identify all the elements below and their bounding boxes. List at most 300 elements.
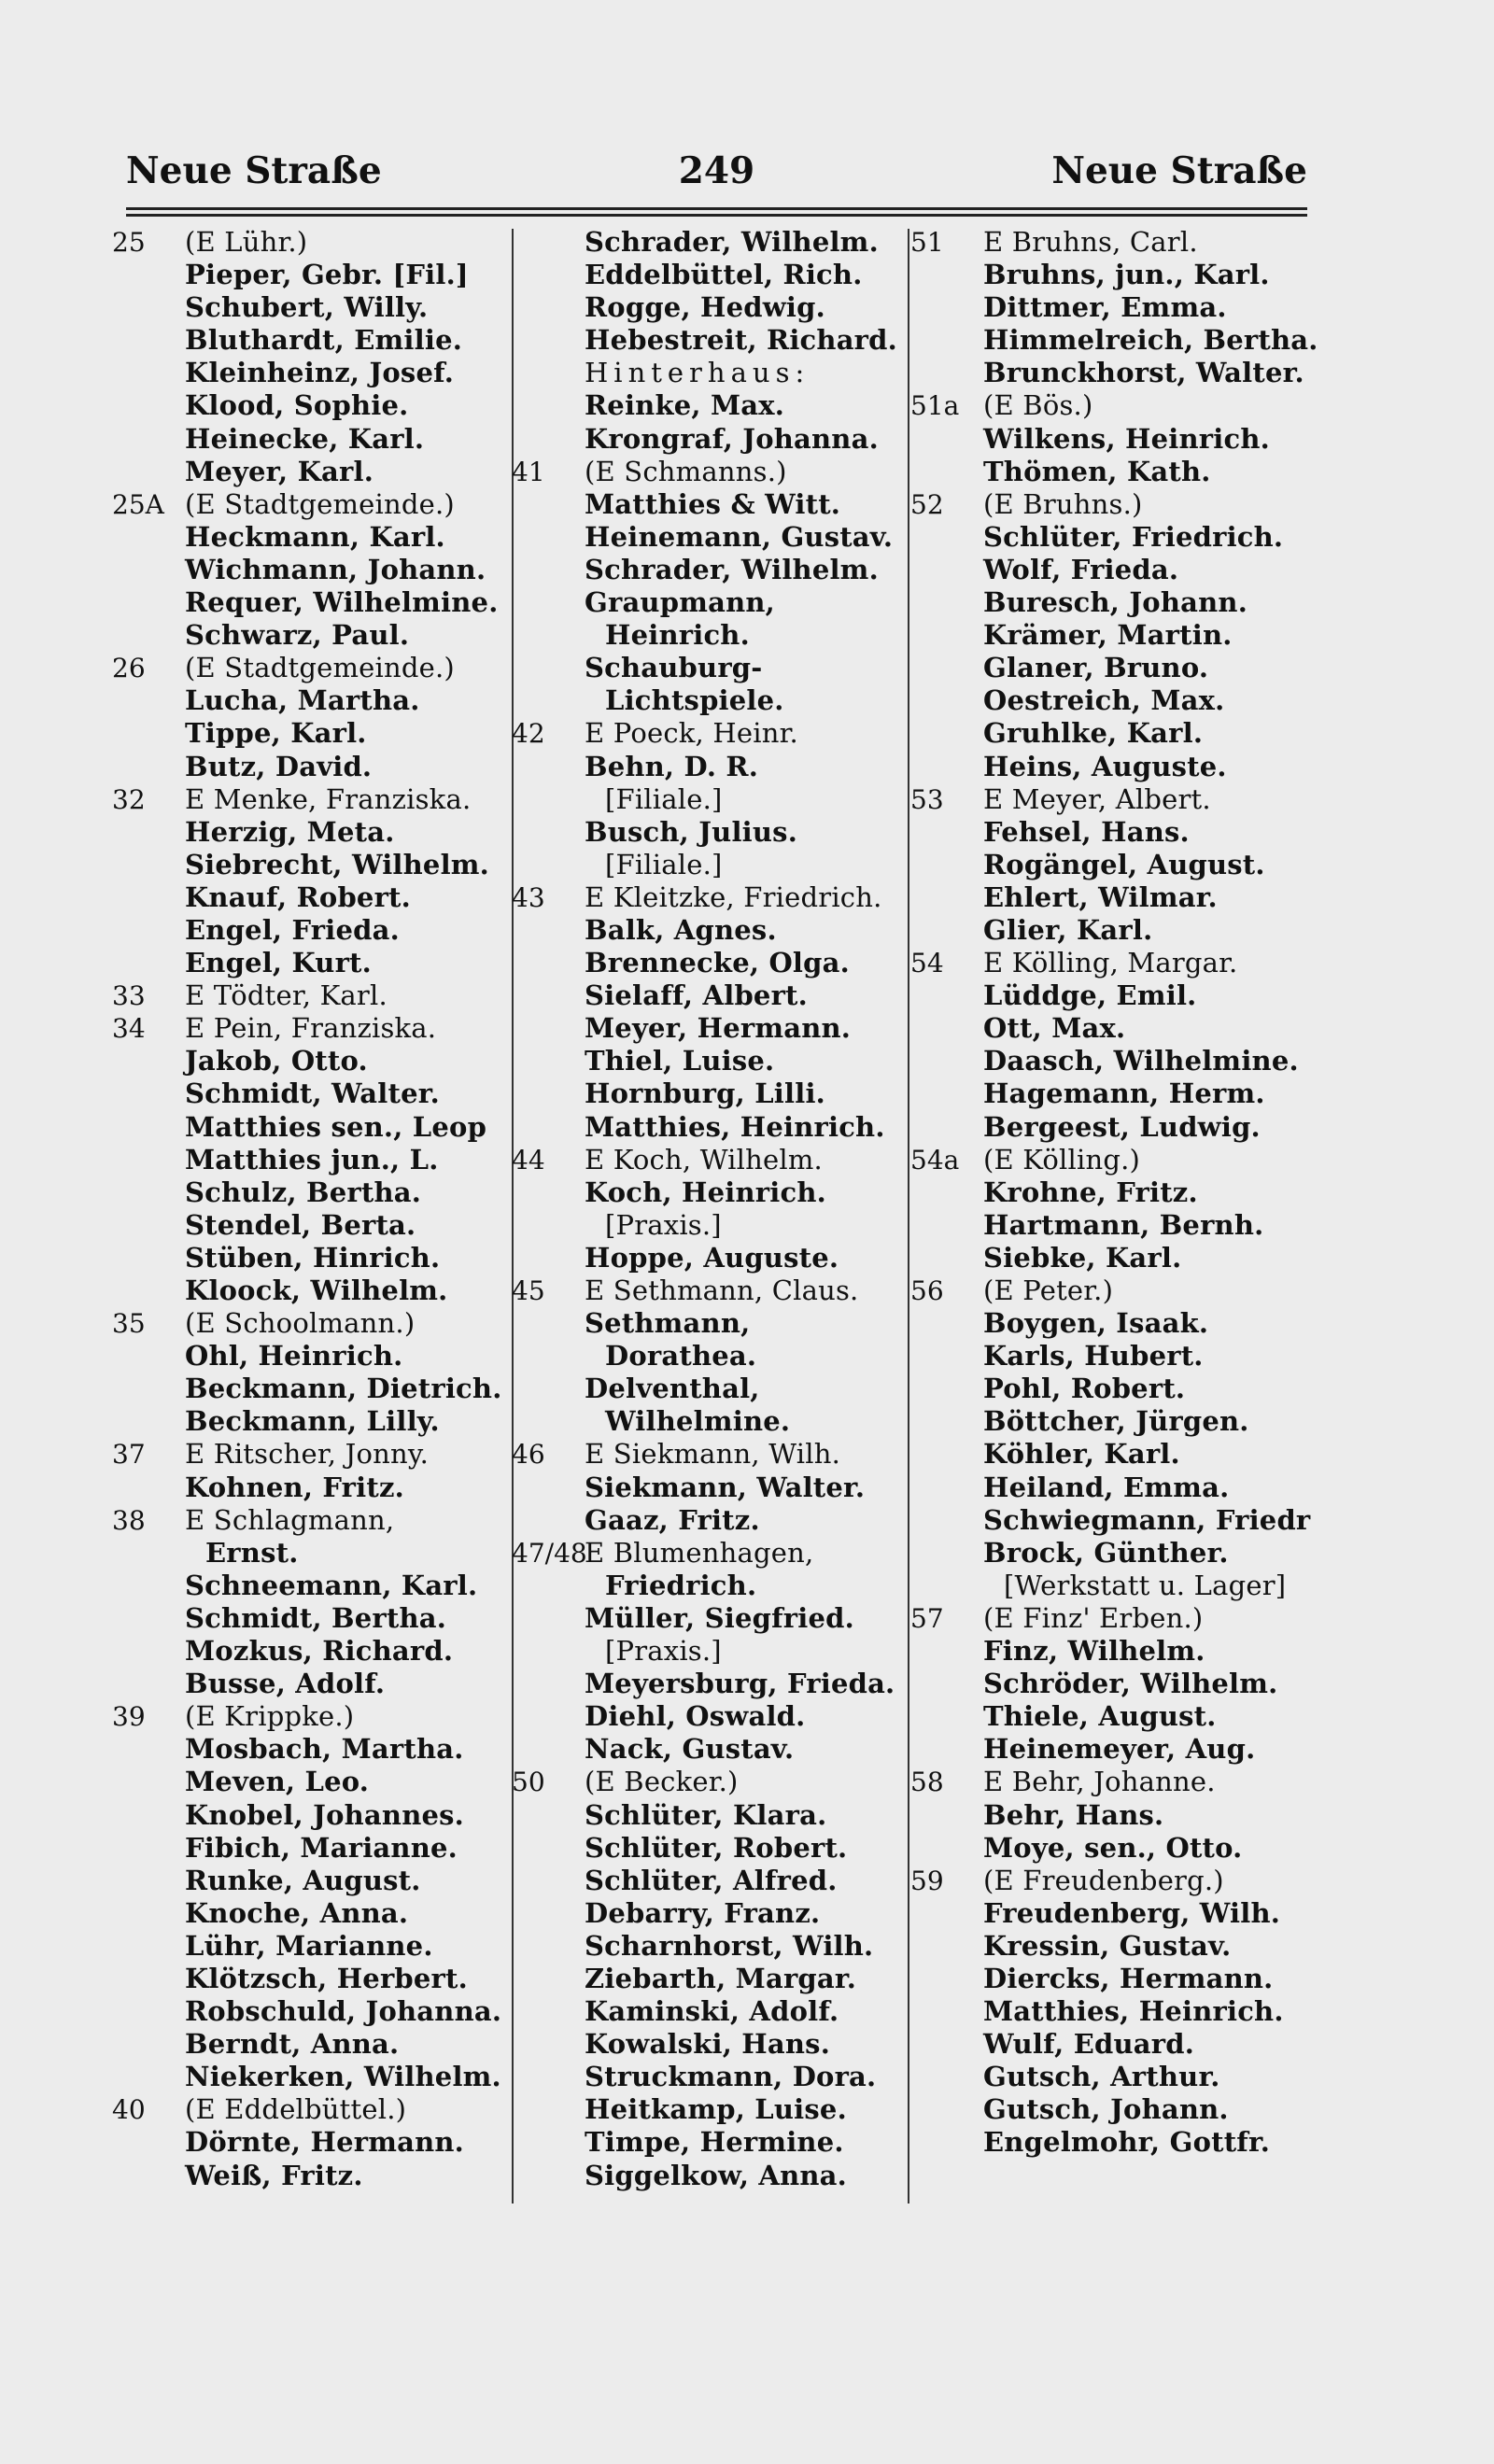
directory-entry	[112, 521, 514, 554]
resident-name: Behr, Hans.	[983, 1798, 1164, 1831]
resident-name: (E Bös.)	[983, 389, 1093, 422]
directory-entry	[910, 1471, 1312, 1504]
directory-entry	[910, 2061, 1312, 2093]
directory-entry	[512, 1438, 904, 1471]
directory-entry	[112, 1930, 514, 1963]
directory-entry	[512, 979, 904, 1012]
directory-entry	[910, 1766, 1312, 1798]
resident-name: Schlüter, Robert.	[585, 1831, 848, 1864]
resident-name: Sielaff, Albert.	[585, 979, 808, 1012]
directory-entry	[112, 1897, 514, 1930]
header-rule-bottom	[126, 214, 1307, 217]
directory-entry	[910, 1077, 1312, 1110]
resident-name: Klood, Sophie.	[185, 389, 409, 422]
resident-name: Butz, David.	[185, 750, 373, 782]
resident-name: (E Krippke.)	[185, 1700, 355, 1733]
resident-name: Schwarz, Paul.	[185, 619, 410, 652]
resident-name: Lichtspiele.	[605, 684, 784, 717]
house-number: 35	[112, 1308, 146, 1340]
resident-name: (E Eddelbüttel.)	[185, 2093, 407, 2126]
column-divider-2	[908, 229, 909, 2204]
resident-name: Himmelreich, Bertha.	[983, 324, 1318, 357]
directory-entry	[112, 1111, 514, 1144]
resident-name: Glier, Karl.	[983, 913, 1153, 946]
directory-entry	[910, 652, 1312, 684]
directory-entry	[112, 1635, 514, 1668]
directory-entry	[910, 619, 1312, 652]
directory-entry	[512, 914, 904, 947]
resident-name: Heiland, Emma.	[983, 1471, 1230, 1503]
directory-entry	[112, 1209, 514, 1242]
house-number: 54	[910, 948, 944, 979]
directory-entry	[112, 2028, 514, 2061]
directory-entry	[512, 1766, 904, 1798]
directory-entry	[112, 1799, 514, 1832]
directory-entry	[112, 1077, 514, 1110]
resident-name: Siebke, Karl.	[983, 1241, 1182, 1274]
house-number: 52	[910, 488, 944, 520]
resident-name: Friedrich.	[605, 1569, 757, 1601]
resident-name: Hagemann, Herm.	[983, 1077, 1265, 1110]
directory-entry	[512, 947, 904, 979]
directory-entry	[910, 1733, 1312, 1766]
resident-name: Matthies & Witt.	[585, 487, 841, 520]
house-number: 56	[910, 1275, 944, 1306]
resident-name: Stendel, Berta.	[185, 1208, 416, 1241]
resident-name: Freudenberg, Wilh.	[983, 1896, 1281, 1929]
resident-name: (E Stadtgemeinde.)	[185, 487, 455, 520]
resident-name: Requer, Wilhelmine.	[185, 586, 499, 619]
directory-entry	[512, 1799, 904, 1832]
header-street-right: Neue Straße	[1051, 149, 1307, 192]
directory-entry	[512, 751, 904, 783]
page-header	[126, 149, 1307, 192]
directory-entry	[910, 751, 1312, 783]
directory-entry	[512, 1373, 904, 1405]
resident-name: Ziebarth, Margar.	[585, 1962, 857, 1994]
resident-name: E Pein, Franziska.	[185, 1012, 437, 1045]
directory-entry	[512, 1045, 904, 1077]
resident-name: E Poeck, Heinr.	[585, 717, 798, 750]
resident-name: Gaaz, Fritz.	[585, 1503, 760, 1536]
resident-name: Krongraf, Johanna.	[585, 422, 879, 455]
directory-entry	[512, 1077, 904, 1110]
resident-name: Mozkus, Richard.	[185, 1635, 454, 1668]
resident-name: E Siekmann, Wilh.	[585, 1438, 840, 1471]
directory-entry	[512, 521, 904, 554]
resident-name: E Ritscher, Jonny.	[185, 1438, 430, 1471]
resident-name: Mosbach, Martha.	[185, 1733, 464, 1766]
resident-name: Thiele, August.	[983, 1700, 1217, 1733]
directory-entry	[910, 1897, 1312, 1930]
directory-entry	[512, 1963, 904, 1995]
directory-entry	[910, 1799, 1312, 1832]
directory-entry	[512, 619, 904, 652]
resident-name: Diercks, Hermann.	[983, 1962, 1274, 1994]
house-number: 46	[512, 1439, 545, 1471]
resident-name: Engelmohr, Gottfr.	[983, 2126, 1271, 2159]
directory-entry	[910, 1537, 1312, 1570]
resident-name: Runke, August.	[185, 1864, 421, 1896]
directory-entry	[910, 1504, 1312, 1537]
directory-entry	[910, 1144, 1312, 1176]
resident-name: Reinke, Max.	[585, 389, 785, 422]
directory-entry	[512, 1995, 904, 2028]
directory-entry	[910, 1602, 1312, 1635]
directory-entry	[512, 2093, 904, 2126]
resident-name: Brennecke, Olga.	[585, 947, 850, 979]
resident-name: Gutsch, Johann.	[983, 2093, 1229, 2126]
directory-entry	[512, 2160, 904, 2192]
directory-entry	[910, 1832, 1312, 1865]
directory-entry	[112, 1865, 514, 1897]
resident-name: Schmidt, Walter.	[185, 1077, 440, 1110]
resident-name: Knobel, Johannes.	[185, 1798, 464, 1831]
directory-entry	[112, 914, 514, 947]
house-number: 25	[112, 227, 146, 258]
resident-name: Wolf, Frieda.	[983, 553, 1179, 585]
directory-entry	[910, 1045, 1312, 1077]
resident-name: Sethmann,	[585, 1307, 751, 1340]
resident-name: Berndt, Anna.	[185, 2028, 400, 2061]
resident-name: Heinecke, Karl.	[185, 422, 425, 455]
directory-entry	[112, 684, 514, 717]
resident-name: Lühr, Marianne.	[185, 1929, 433, 1962]
directory-entry	[512, 816, 904, 849]
resident-name: Dörnte, Hermann.	[185, 2126, 464, 2159]
directory-entry	[112, 226, 514, 259]
directory-entry	[112, 1176, 514, 1209]
directory-entry	[512, 1865, 904, 1897]
directory-entry	[512, 1242, 904, 1274]
resident-name: E Schlagmann,	[185, 1503, 395, 1536]
resident-name: Busch, Julius.	[585, 815, 798, 848]
directory-entry	[512, 1176, 904, 1209]
resident-name: Schrader, Wilhelm.	[585, 226, 879, 258]
resident-name: Engel, Kurt.	[185, 947, 372, 979]
resident-name: Meyer, Karl.	[185, 455, 374, 487]
resident-name: Oestreich, Max.	[983, 684, 1225, 717]
resident-name: E Menke, Franziska.	[185, 782, 472, 815]
directory-entry	[512, 1144, 904, 1176]
resident-name: Pieper, Gebr. [Fil.]	[185, 259, 469, 291]
directory-entry	[910, 1635, 1312, 1668]
resident-name: Ott, Max.	[983, 1012, 1126, 1045]
resident-name: Schmidt, Bertha.	[185, 1601, 447, 1634]
directory-entry	[910, 1865, 1312, 1897]
directory-entry	[910, 554, 1312, 586]
directory-entry	[512, 1209, 904, 1242]
resident-name: Diehl, Oswald.	[585, 1700, 806, 1733]
directory-entry	[512, 586, 904, 619]
directory-entry	[112, 1700, 514, 1733]
directory-entry	[112, 1471, 514, 1504]
directory-entry	[112, 947, 514, 979]
directory-entry	[112, 979, 514, 1012]
resident-name: Wilkens, Heinrich.	[983, 422, 1270, 455]
directory-entry	[512, 1635, 904, 1668]
directory-entry	[112, 849, 514, 881]
house-number: 37	[112, 1439, 146, 1471]
resident-name: [Praxis.]	[605, 1208, 722, 1241]
resident-name: Engel, Frieda.	[185, 913, 400, 946]
resident-name: Schlüter, Friedrich.	[983, 520, 1284, 553]
directory-entry	[112, 554, 514, 586]
directory-entry	[910, 2028, 1312, 2061]
resident-name: Rogängel, August.	[983, 848, 1265, 880]
resident-name: Wulf, Eduard.	[983, 2028, 1195, 2061]
resident-name: Thiel, Luise.	[585, 1045, 775, 1077]
resident-name: E Meyer, Albert.	[983, 782, 1211, 815]
directory-entry	[910, 914, 1312, 947]
directory-entry	[112, 488, 514, 521]
resident-name: Brock, Günther.	[983, 1536, 1229, 1569]
directory-entry	[112, 1668, 514, 1700]
directory-entry	[112, 1373, 514, 1405]
directory-entry	[512, 1307, 904, 1340]
house-number: 54a	[910, 1144, 960, 1176]
directory-entry	[512, 226, 904, 259]
directory-entry	[112, 1045, 514, 1077]
directory-entry	[512, 1570, 904, 1602]
directory-entry	[512, 684, 904, 717]
resident-name: Meyer, Hermann.	[585, 1012, 852, 1045]
resident-name: (E Bruhns.)	[983, 487, 1143, 520]
resident-name: Heitkamp, Luise.	[585, 2093, 847, 2126]
header-rule-top	[126, 207, 1307, 210]
resident-name: Delventhal,	[585, 1373, 760, 1405]
directory-entry	[910, 1176, 1312, 1209]
resident-name: Hornburg, Lilli.	[585, 1077, 825, 1110]
resident-name: Ernst.	[205, 1536, 299, 1569]
resident-name: Lucha, Martha.	[185, 684, 420, 717]
house-number: 59	[910, 1865, 944, 1896]
resident-name: Wichmann, Johann.	[185, 553, 486, 585]
resident-name: Krohne, Fritz.	[983, 1176, 1198, 1208]
resident-name: Karls, Hubert.	[983, 1340, 1204, 1373]
resident-name: Weiß, Fritz.	[185, 2159, 363, 2191]
directory-entry	[512, 1832, 904, 1865]
resident-name: (E Stadtgemeinde.)	[185, 652, 455, 684]
resident-name: [Filiale.]	[605, 848, 723, 880]
resident-name: [Filiale.]	[605, 782, 723, 815]
directory-entry	[512, 1668, 904, 1700]
directory-entry	[512, 1537, 904, 1570]
resident-name: Knoche, Anna.	[185, 1896, 409, 1929]
directory-entry	[512, 1930, 904, 1963]
directory-entry	[112, 1963, 514, 1995]
directory-entry	[910, 259, 1312, 291]
house-number: 47/48	[512, 1537, 587, 1569]
resident-name: Schwiegmann, Friedr	[983, 1503, 1311, 1536]
directory-entry	[512, 291, 904, 324]
resident-name: (E Schmanns.)	[585, 455, 787, 487]
resident-name: Klötzsch, Herbert.	[185, 1962, 468, 1994]
resident-name: Wilhelmine.	[605, 1405, 791, 1438]
directory-entry	[112, 2126, 514, 2159]
directory-entry	[910, 324, 1318, 357]
resident-name: Timpe, Hermine.	[585, 2126, 844, 2159]
resident-name: E Tödter, Karl.	[185, 979, 388, 1012]
resident-name: Heinemann, Gustav.	[585, 520, 894, 553]
resident-name: Pohl, Robert.	[983, 1373, 1186, 1405]
directory-entry	[910, 1668, 1312, 1700]
house-number: 43	[512, 881, 545, 913]
resident-name: Koch, Heinrich.	[585, 1176, 826, 1208]
house-number: 57	[910, 1602, 944, 1634]
resident-name: Hartmann, Bernh.	[983, 1208, 1264, 1241]
directory-entry	[112, 456, 514, 488]
resident-name: Bluthardt, Emilie.	[185, 324, 463, 357]
resident-name: Meven, Leo.	[185, 1766, 370, 1798]
resident-name: Böttcher, Jürgen.	[983, 1405, 1249, 1438]
resident-name: Lüddge, Emil.	[983, 979, 1197, 1012]
resident-name: E Kleitzke, Friedrich.	[585, 880, 882, 913]
resident-name: Eddelbüttel, Rich.	[585, 259, 863, 291]
directory-entry	[112, 1537, 514, 1570]
directory-entry	[112, 1832, 514, 1865]
resident-name: Hoppe, Auguste.	[585, 1241, 839, 1274]
directory-entry	[112, 1242, 514, 1274]
resident-name: (E Kölling.)	[983, 1143, 1141, 1176]
directory-entry	[910, 389, 1312, 422]
resident-name: Dorathea.	[605, 1340, 757, 1373]
directory-entry	[910, 1111, 1312, 1144]
directory-entry	[112, 1766, 514, 1798]
directory-entry	[112, 1340, 514, 1373]
resident-name: Heinrich.	[605, 619, 750, 652]
resident-name: Siekmann, Walter.	[585, 1471, 866, 1503]
directory-entry	[910, 1012, 1312, 1045]
directory-entry	[112, 1144, 514, 1176]
house-number: 25A	[112, 488, 164, 520]
house-number: 34	[112, 1013, 146, 1045]
directory-entry	[910, 586, 1312, 619]
resident-name: E Behr, Johanne.	[983, 1766, 1216, 1798]
resident-name: Kaminski, Adolf.	[585, 1995, 839, 2028]
directory-entry	[910, 423, 1312, 456]
directory-entry	[512, 1274, 904, 1307]
directory-entry	[512, 1733, 904, 1766]
directory-entry	[512, 324, 904, 357]
directory-entry	[512, 2061, 904, 2093]
resident-name: (E Becker.)	[585, 1766, 739, 1798]
resident-name: Debarry, Franz.	[585, 1896, 821, 1929]
directory-entry	[512, 2028, 904, 2061]
resident-name: Fehsel, Hans.	[983, 815, 1190, 848]
directory-entry	[910, 1242, 1312, 1274]
directory-entry	[512, 1340, 904, 1373]
resident-name: (E Freudenberg.)	[983, 1864, 1224, 1896]
resident-name: Stüben, Hinrich.	[185, 1241, 441, 1274]
resident-name: Kressin, Gustav.	[983, 1929, 1232, 1962]
directory-entry	[512, 783, 904, 816]
directory-entry	[910, 1274, 1312, 1307]
resident-name: Kohnen, Fritz.	[185, 1471, 404, 1503]
directory-entry	[112, 357, 514, 389]
directory-entry	[910, 226, 1312, 259]
directory-entry	[512, 1700, 904, 1733]
resident-name: Daasch, Wilhelmine.	[983, 1045, 1299, 1077]
resident-name: Finz, Wilhelm.	[983, 1635, 1205, 1668]
directory-entry	[112, 1602, 514, 1635]
resident-name: Schulz, Bertha.	[185, 1176, 422, 1208]
directory-entry	[112, 1570, 514, 1602]
resident-name: Köhler, Karl.	[983, 1438, 1180, 1471]
directory-entry	[512, 881, 904, 914]
directory-entry	[112, 389, 514, 422]
resident-name: Gruhlke, Karl.	[983, 717, 1204, 750]
directory-entry	[910, 717, 1312, 750]
directory-entry	[112, 259, 514, 291]
resident-name: Balk, Agnes.	[585, 913, 777, 946]
directory-entry	[910, 1995, 1312, 2028]
resident-name: Heckmann, Karl.	[185, 520, 445, 553]
directory-entry	[112, 586, 514, 619]
house-number: 42	[512, 718, 545, 750]
directory-entry	[910, 456, 1312, 488]
resident-name: Beckmann, Dietrich.	[185, 1373, 502, 1405]
directory-entry	[512, 423, 904, 456]
resident-name: Jakob, Otto.	[185, 1045, 368, 1077]
directory-entry	[112, 2093, 514, 2126]
resident-name: Niekerken, Wilhelm.	[185, 2061, 501, 2093]
resident-name: Scharnhorst, Wilh.	[585, 1929, 874, 1962]
resident-name: Glaner, Bruno.	[983, 652, 1209, 684]
directory-entry	[910, 1405, 1312, 1438]
directory-entry	[910, 1700, 1312, 1733]
resident-name: E Blumenhagen,	[585, 1536, 814, 1569]
directory-entry	[910, 816, 1312, 849]
resident-name: [Werkstatt u. Lager]	[1004, 1569, 1287, 1601]
directory-entry	[112, 1405, 514, 1438]
directory-entry	[910, 1438, 1312, 1471]
resident-name: Knauf, Robert.	[185, 880, 411, 913]
resident-name: Kleinheinz, Josef.	[185, 357, 455, 389]
resident-name: Matthies sen., Leop	[185, 1110, 487, 1143]
resident-name: Rogge, Hedwig.	[585, 291, 825, 324]
resident-name: Fibich, Marianne.	[185, 1831, 458, 1864]
resident-name: Siggelkow, Anna.	[585, 2159, 847, 2191]
resident-name: Meyersburg, Frieda.	[585, 1668, 895, 1700]
resident-name: Matthies, Heinrich.	[585, 1110, 885, 1143]
directory-entry	[112, 751, 514, 783]
directory-entry	[910, 1373, 1312, 1405]
house-number: 51	[910, 227, 944, 258]
directory-entry	[112, 816, 514, 849]
resident-name: Hebestreit, Richard.	[585, 324, 897, 357]
page-number: 249	[678, 149, 755, 192]
directory-entry	[512, 488, 904, 521]
resident-name: Müller, Siegfried.	[585, 1601, 854, 1634]
resident-name: Buresch, Johann.	[983, 586, 1247, 619]
resident-name: Schrader, Wilhelm.	[585, 553, 879, 585]
directory-entry	[512, 1405, 904, 1438]
resident-name: Kloock, Wilhelm.	[185, 1274, 448, 1306]
house-number: 38	[112, 1504, 146, 1536]
resident-name: E Koch, Wilhelm.	[585, 1143, 823, 1176]
house-number: 44	[512, 1144, 545, 1176]
directory-entry	[112, 881, 514, 914]
directory-entry	[910, 521, 1312, 554]
house-number: 32	[112, 783, 146, 815]
directory-entry	[112, 1504, 514, 1537]
directory-entry	[512, 717, 904, 750]
directory-entry	[910, 1963, 1312, 1995]
directory-entry	[512, 1602, 904, 1635]
resident-name: Nack, Gustav.	[585, 1733, 795, 1766]
directory-entry	[910, 1307, 1312, 1340]
